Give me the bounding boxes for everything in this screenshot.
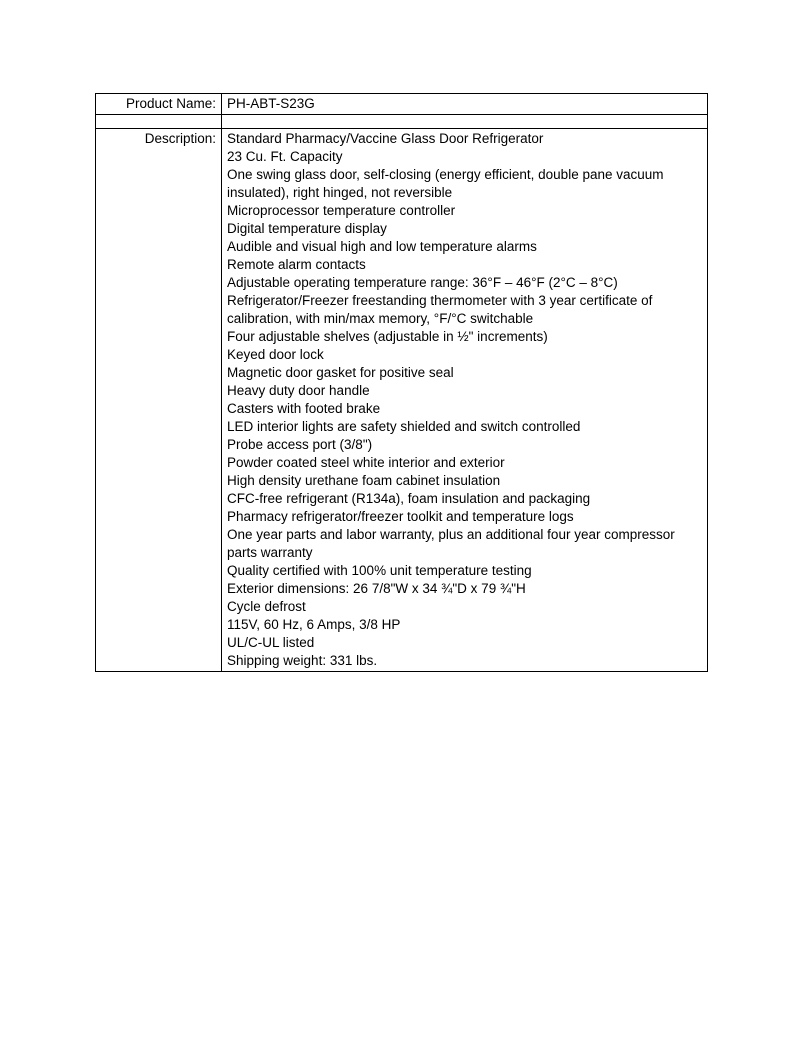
description-row <box>96 129 708 672</box>
description-line: Quality certified with 100% unit temperature testing <box>227 563 532 578</box>
description-line: Four adjustable shelves (adjustable in ½" increments) <box>227 329 548 344</box>
description-line: Keyed door lock <box>227 347 324 362</box>
description-line: Audible and visual high and low temperature alarms <box>227 239 537 254</box>
product-name-row <box>96 94 708 115</box>
spacer-value-cell <box>222 115 708 129</box>
description-label: Description: <box>96 129 222 672</box>
description-line: Remote alarm contacts <box>227 257 366 272</box>
description-line: Exterior dimensions: 26 7/8"W x 34 ¾"D x 79 ¾"H <box>227 581 526 596</box>
spacer-label-cell <box>96 115 222 129</box>
description-line: Probe access port (3/8") <box>227 437 373 452</box>
product-name-label: Product Name: <box>96 94 222 115</box>
description-line: High density urethane foam cabinet insulation <box>227 473 501 488</box>
description-line: CFC-free refrigerant (R134a), foam insulation and packaging <box>227 491 591 506</box>
description-line: LED interior lights are safety shielded and switch controlled <box>227 419 581 434</box>
product-spec-table <box>95 93 708 672</box>
description-line: Digital temperature display <box>227 221 387 236</box>
description-line: Adjustable operating temperature range: 36°F – 46°F (2°C – 8°C) <box>227 275 618 290</box>
description-value <box>222 129 708 672</box>
description-line: UL/C-UL listed <box>227 635 315 650</box>
description-line: Powder coated steel white interior and exterior <box>227 455 505 470</box>
description-line: Microprocessor temperature controller <box>227 203 456 218</box>
description-line: Heavy duty door handle <box>227 383 370 398</box>
description-line: Casters with footed brake <box>227 401 381 416</box>
description-line: One year parts and labor warranty, plus an additional four year compressor parts warranty <box>227 527 675 560</box>
description-line: Shipping weight: 331 lbs. <box>227 653 378 668</box>
product-name-value: PH-ABT-S23G <box>222 94 708 115</box>
description-line: Standard Pharmacy/Vaccine Glass Door Refrigerator <box>227 131 544 146</box>
description-line: Pharmacy refrigerator/freezer toolkit and temperature logs <box>227 509 574 524</box>
description-line: One swing glass door, self-closing (energy efficient, double pane vacuum insulated), right hinged, not reversible <box>227 167 664 200</box>
description-line: Cycle defrost <box>227 599 306 614</box>
description-line: Refrigerator/Freezer freestanding thermometer with 3 year certificate of calibration, with min/max memory, °F/°C switchable <box>227 293 653 326</box>
description-line: 23 Cu. Ft. Capacity <box>227 149 343 164</box>
description-line: 115V, 60 Hz, 6 Amps, 3/8 HP <box>227 617 401 632</box>
spacer-row <box>96 115 708 129</box>
description-line: Magnetic door gasket for positive seal <box>227 365 454 380</box>
